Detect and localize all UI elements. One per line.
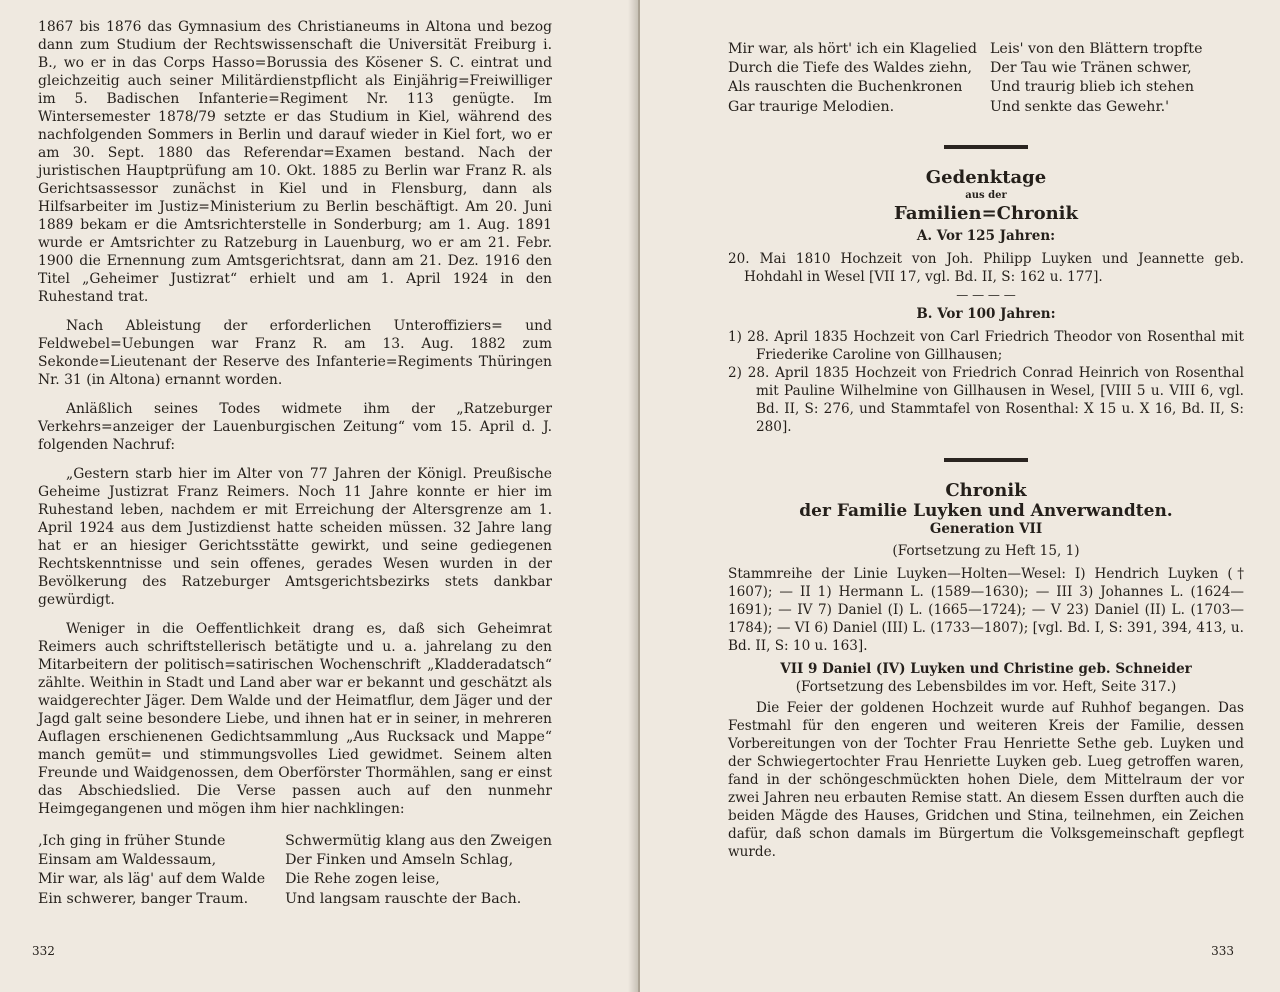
chronik-section	[728, 480, 1244, 861]
section-rule	[944, 145, 1028, 149]
paragraph-biography: 1867 bis 1876 das Gymnasium des Christianeums in Altona und bezog dann zum Studium der Rechtswissenschaft die Universität Freiburg i. B., wo er in das Corps Hasso=Borussia des Kösener S. C. eintrat und gleichzeitig auch seiner Militärdienstpflicht als Einjährig=Freiwilliger im 5. Badischen Infanterie=Regiment Nr. 113 genügte. Im Wintersemester 1878/79 setzte er das Studium in Kiel, während des nachfolgenden Sommers in Berlin und darauf wieder in Kiel fort, wo er am 30. Sept. 1880 das Referendar=Examen bestand. Nach der juristischen Hauptprüfung am 10. Okt. 1885 zu Berlin war Franz R. als Gerichtsassessor zunächst in Kiel und in Flensburg, dann als Hilfsarbeiter im Justiz=Ministerium zu Berlin beschäftigt. Am 20. Juni 1889 bekam er die Amtsrichterstelle in Sonderburg; am 1. Aug. 1891 wurde er Amtsrichter zu Ratzeburg in Lauenburg, wo er am 21. Febr. 1900 die Ernennung zum Amtsgerichtsrat, dann am 21. Dez. 1916 den Titel „Geheimer Justizrat“ erhielt und am 1. April 1924 in den Ruhestand trat.	[38, 19, 552, 305]
section-title: Gedenktage	[925, 166, 1047, 188]
poem-line: Mir war, als hört' ich ein Klagelied	[728, 41, 977, 57]
left-page	[0, 0, 638, 992]
chronik-title: Chronik	[945, 479, 1027, 501]
entries-b	[728, 328, 1244, 436]
poem-line: Mir war, als läg' auf dem Walde	[38, 871, 266, 888]
paragraph-obituary-quote-2: Weniger in die Oeffentlichkeit drang es, daß sich Geheimrat Reimers auch schriftstellerisch betätigte und u. a. jahrelang zu den Mitarbeitern der politisch=satirischen Wochenschrift „Kladderadatsch“ zählte. Weithin in Stadt und Land aber war er bekannt und geschätzt als waidgerechter Jäger. Dem Walde und der Heimatflur, dem Jäger und der Jagd galt seine besondere Liebe, und ihnen hat er in seiner, in mehreren Auflagen erschienenen Gedichtsammlung „Aus Rucksack und Mappe“ manch gemüt= und stimmungsvolles Lied gewidmet. Seinem alten Freunde und Waidgenossen, dem Oberförster Thormählen, sang er einst das Abschiedslied. Die Verse passen auch auf den nunmehr Heimgegangenen und mögen ihm hier nachklingen:	[38, 621, 552, 817]
entry-b-1: 1) 28. April 1835 Hochzeit von Carl Friedrich Theodor von Rosenthal mit Friederike Caroline von Gillhausen;	[728, 328, 1244, 363]
chronik-title-2: der Familie Luyken und Anverwandten.	[799, 500, 1173, 521]
poem-line: Ein schwerer, banger Traum.	[38, 890, 249, 907]
family-subheading: (Fortsetzung des Lebensbildes im vor. Heft, Seite 317.)	[795, 678, 1177, 695]
poem-line: Leis' von den Blättern tropfte	[990, 41, 1203, 57]
poem-stanza-1	[38, 832, 285, 909]
section-subtitle: aus der	[965, 189, 1007, 201]
divider-dashes: — — — —	[956, 287, 1016, 302]
section-a-heading: A. Vor 125 Jahren:	[916, 227, 1056, 244]
page-number-left: 332	[32, 944, 55, 958]
paragraph-obituary-intro: Anläßlich seines Todes widmete ihm der „Ratzeburger Verkehrs=anzeiger der Lauenburgischen Zeitung“ vom 15. April d. J. folgenden Nachruf:	[38, 401, 552, 453]
poem-line: Gar traurige Melodien.	[728, 98, 895, 115]
paragraph-obituary-quote: „Gestern starb hier im Alter von 77 Jahren der Königl. Preußische Geheime Justizrat Franz Reimers. Noch 11 Jahre konnte er hier im Ruhestand leben, nachdem er mit Erreichung der Altersgrenze am 1. April 1924 aus dem Justizdienst hatte scheiden müssen. 32 Jahre lang hat er an hiesiger Gerichtsstätte gewirkt, und seine gediegenen Rechtskenntnisse und sein offenes, gerades Wesen wurden in der Bevölkerung des Ratzeburger Amtsgerichtsbezirks stets dankbar gewürdigt.	[38, 466, 552, 608]
section-rule	[944, 458, 1028, 462]
poem-stanzas	[38, 832, 552, 909]
section-b-heading: B. Vor 100 Jahren:	[916, 305, 1056, 322]
gedenktage-section	[728, 167, 1244, 436]
poem-stanza-2	[285, 832, 552, 909]
poem-line: Der Finken und Amseln Schlag,	[285, 852, 514, 869]
poem-line: Und traurig blieb ich stehen	[990, 79, 1195, 96]
poem-line: Schwermütig klang aus den Zweigen	[285, 833, 552, 849]
poem-line: ‚Ich ging in früher Stunde	[38, 833, 226, 849]
poem-line: Die Rehe zogen leise,	[285, 871, 440, 888]
section-title-2: Familien=Chronik	[894, 202, 1078, 224]
poem-line: Einsam am Waldessaum,	[38, 852, 217, 869]
family-heading: VII 9 Daniel (IV) Luyken und Christine geb. Schneider	[780, 660, 1192, 677]
poem-line: Als rauschten die Buchenkronen	[728, 79, 963, 96]
right-page-text	[728, 40, 1244, 861]
stammreihe: Stammreihe der Linie Luyken—Holten—Wesel: I) Hendrich Luyken († 1607); — II 1) Hermann L. (1589—1630); — III 3) Johannes L. (1624—1691); — IV 7) Daniel (I) L. (1665—1724); — V 23) Daniel (II) L. (1703—1784); — VI 6) Daniel (III) L. (1733—1807); [vgl. Bd. I, S: 391, 394, 413, u. Bd. II, S: 10 u. 163].	[728, 565, 1244, 654]
poem-line: Und senkte das Gewehr.'	[990, 98, 1170, 115]
poem-stanzas-continued	[728, 40, 1244, 117]
poem-line: Und langsam rauschte der Bach.	[285, 890, 522, 907]
generation-label: Generation VII	[929, 520, 1043, 537]
poem-line: Durch die Tiefe des Waldes ziehn,	[728, 60, 973, 77]
entry-b-2: 2) 28. April 1835 Hochzeit von Friedrich Conrad Heinrich von Rosenthal mit Pauline Wilhelmine von Gillhausen in Wesel, [VIII 5 u. VIII 6, vgl. Bd. II, S: 276, und Stammtafel von Rosenthal: X 15 u. X 16, Bd. II, S: 280].	[728, 364, 1244, 435]
continuation-note: (Fortsetzung zu Heft 15, 1)	[892, 542, 1080, 559]
entry-a: 20. Mai 1810 Hochzeit von Joh. Philipp Luyken und Jeannette geb. Hohdahl in Wesel [VII 17, vgl. Bd. II, S: 162 u. 177].	[728, 250, 1244, 285]
paragraph-military: Nach Ableistung der erforderlichen Unteroffiziers= und Feldwebel=Uebungen war Franz R. am 13. Aug. 1882 zum Sekonde=Lieutenant der Reserve des Infanterie=Regiments Thüringen Nr. 31 (in Altona) ernannt worden.	[38, 318, 552, 388]
poem-stanza-4	[990, 40, 1244, 117]
left-page-text	[38, 18, 552, 909]
right-page	[640, 0, 1280, 992]
page-number-right: 333	[1211, 944, 1234, 958]
poem-stanza-3	[728, 40, 990, 117]
chronik-paragraph: Die Feier der goldenen Hochzeit wurde auf Ruhhof begangen. Das Festmahl für den engeren und weiteren Kreis der Familie, dessen Vorbereitungen von der Tochter Frau Henriette Sethe geb. Luyken und der Schwiegertochter Frau Henriette Luyken geb. Lueg getroffen waren, fand in der schöngeschmückten hohen Diele, dem Mittelraum der vor zwei Jahren neu erbauten Remise statt. An diesem Essen durften auch die beiden Mägde des Hauses, Gridchen und Stina, teilnehmen, ein Zeichen dafür, daß schon damals im Bürgertum die Volksgemeinschaft gepflegt wurde.	[728, 699, 1244, 860]
poem-line: Der Tau wie Tränen schwer,	[990, 60, 1192, 77]
